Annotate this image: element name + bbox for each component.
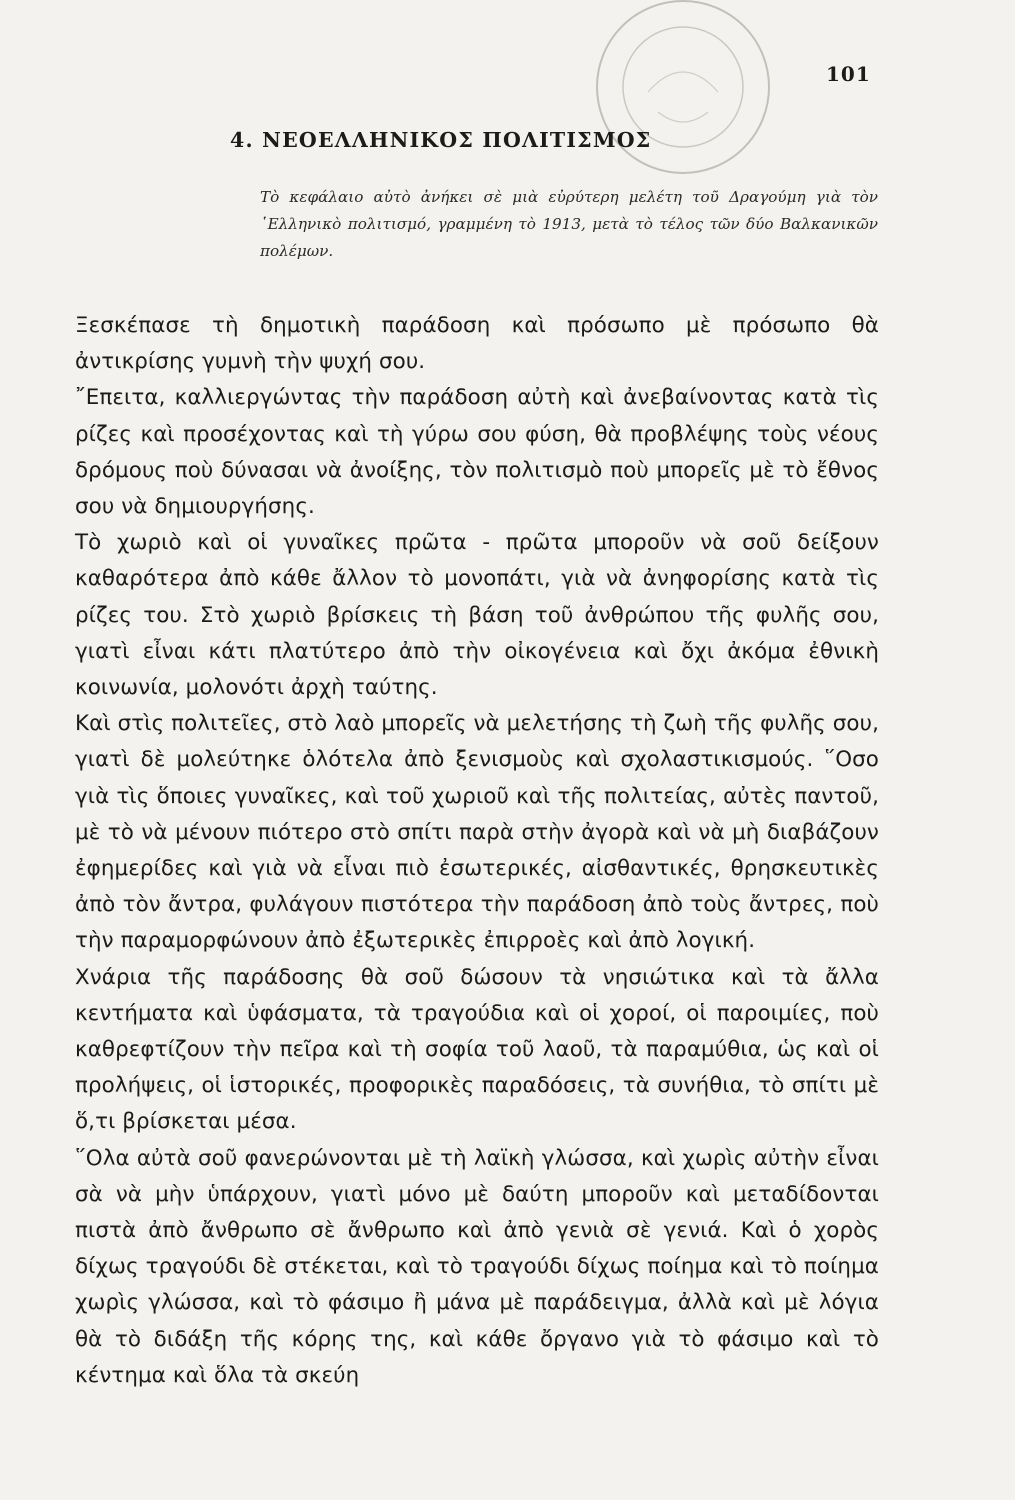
page-number: 101 bbox=[826, 62, 871, 86]
stamp-text bbox=[0, 0, 1, 1]
paragraph: ῞Ολα αὐτὰ σοῦ φανερώνονται μὲ τὴ λαϊκὴ γλώσσα, καὶ χωρὶς αὐτὴν εἶναι σὰ νὰ μὴν ὑπάρχουν, γιατὶ μόνο μὲ δαύτη μποροῦν καὶ μεταδίδονται πιστὰ ἀπὸ ἄνθρωπο σὲ ἄνθρωπο καὶ ἀπὸ γενιὰ σὲ γενιά. Καὶ ὁ χορὸς δίχως τραγούδι δὲ στέκεται, καὶ τὸ τραγούδι δίχως ποίημα καὶ τὸ ποίημα χωρὶς γλώσσα, καὶ τὸ φάσιμο ἢ μάνα μὲ παράδειγμα, ἀλλὰ καὶ μὲ λόγια θὰ τὸ διδάξη τῆς κόρης της, καὶ κάθε ὄργανο γιὰ τὸ φάσιμο καὶ τὸ κέντημα καὶ ὅλα τὰ σκεύη bbox=[75, 1145, 879, 1388]
paragraph: Ξεσκέπασε τὴ δημοτικὴ παράδοση καὶ πρόσωπο μὲ πρόσωπο θὰ ἀντικρίσης γυμνὴ τὴν ψυχή σου. bbox=[75, 313, 879, 375]
body-text bbox=[75, 308, 879, 1394]
chapter-intro-note: Τὸ κεφάλαιο αὐτὸ ἀνήκει σὲ μιὰ εὐρύτερη μελέτη τοῦ Δραγούμη γιὰ τὸν ῾Ελληνικὸ πολιτισμό, γραμμένη τὸ 1913, μετὰ τὸ τέλος τῶν δύο Βαλκανικῶν πολέμων. bbox=[260, 188, 878, 260]
paragraph: Καὶ στὶς πολιτεῖες, στὸ λαὸ μπορεῖς νὰ μελετήσης τὴ ζωὴ τῆς φυλῆς σου, γιατὶ δὲ μολεύτηκε ὁλότελα ἀπὸ ξενισμοὺς καὶ σχολαστικισμούς. ῞Οσο γιὰ τὶς ὅποιες γυναῖκες, καὶ τοῦ χωριοῦ καὶ τῆς πολιτείας, αὐτὲς παντοῦ, μὲ τὸ νὰ μένουν πιότερο στὸ σπίτι παρὰ στὴν ἀγορὰ καὶ νὰ μὴ διαβάζουν ἐφημερίδες καὶ γιὰ νὰ εἶναι πιὸ ἐσωτερικές, αἰσθαντικές, θρησκευτικὲς ἀπὸ τὸν ἄντρα, φυλάγουν πιστότερα τὴν παράδοση ἀπὸ τοὺς ἄντρες, ποὺ τὴν παραμορφώνουν ἀπὸ ἐξωτερικὲς ἐπιρροὲς καὶ ἀπὸ λογική. bbox=[75, 711, 879, 954]
chapter-title: 4. ΝΕΟΕΛΛΗΝΙΚΟΣ ΠΟΛΙΤΙΣΜΟΣ bbox=[230, 128, 652, 152]
paragraph: Τὸ χωριὸ καὶ οἱ γυναῖκες πρῶτα - πρῶτα μποροῦν νὰ σοῦ δείξουν καθαρότερα ἀπὸ κάθε ἄλλον τὸ μονοπάτι, γιὰ νὰ ἀνηφορίσης κατὰ τὶς ρίζες του. Στὸ χωριὸ βρίσκεις τὴ βάση τοῦ ἀνθρώπου τῆς φυλῆς σου, γιατὶ εἶναι κάτι πλατύτερο ἀπὸ τὴν οἰκογένεια καὶ ὄχι ἀκόμα ἐθνικὴ κοινωνία, μολονότι ἀρχὴ ταύτης. bbox=[75, 530, 879, 701]
paragraph: ῎Επειτα, καλλιεργώντας τὴν παράδοση αὐτὴ καὶ ἀνεβαίνοντας κατὰ τὶς ρίζες καὶ προσέχοντας καὶ τὴ γύρω σου φύση, θὰ προβλέψης τοὺς νέους δρόμους ποὺ δύνασαι νὰ ἀνοίξης, τὸν πολιτισμὸ ποὺ μπορεῖς μὲ τὸ ἔθνος σου νὰ δημιουργήσης. bbox=[75, 385, 879, 520]
library-stamp bbox=[588, 0, 778, 182]
paragraph: Χνάρια τῆς παράδοσης θὰ σοῦ δώσουν τὰ νησιώτικα καὶ τὰ ἄλλα κεντήματα καὶ ὑφάσματα, τὰ τραγούδια καὶ οἱ χοροί, οἱ παροιμίες, ποὺ καθρεφτίζουν τὴν πεῖρα καὶ τὴ σοφία τοῦ λαοῦ, τὰ παραμύθια, ὡς καὶ οἱ προλήψεις, οἱ ἱστορικές, προφορικὲς παραδόσεις, τὰ συνήθια, τὸ σπίτι μὲ ὅ,τι βρίσκεται μέσα. bbox=[75, 964, 879, 1135]
